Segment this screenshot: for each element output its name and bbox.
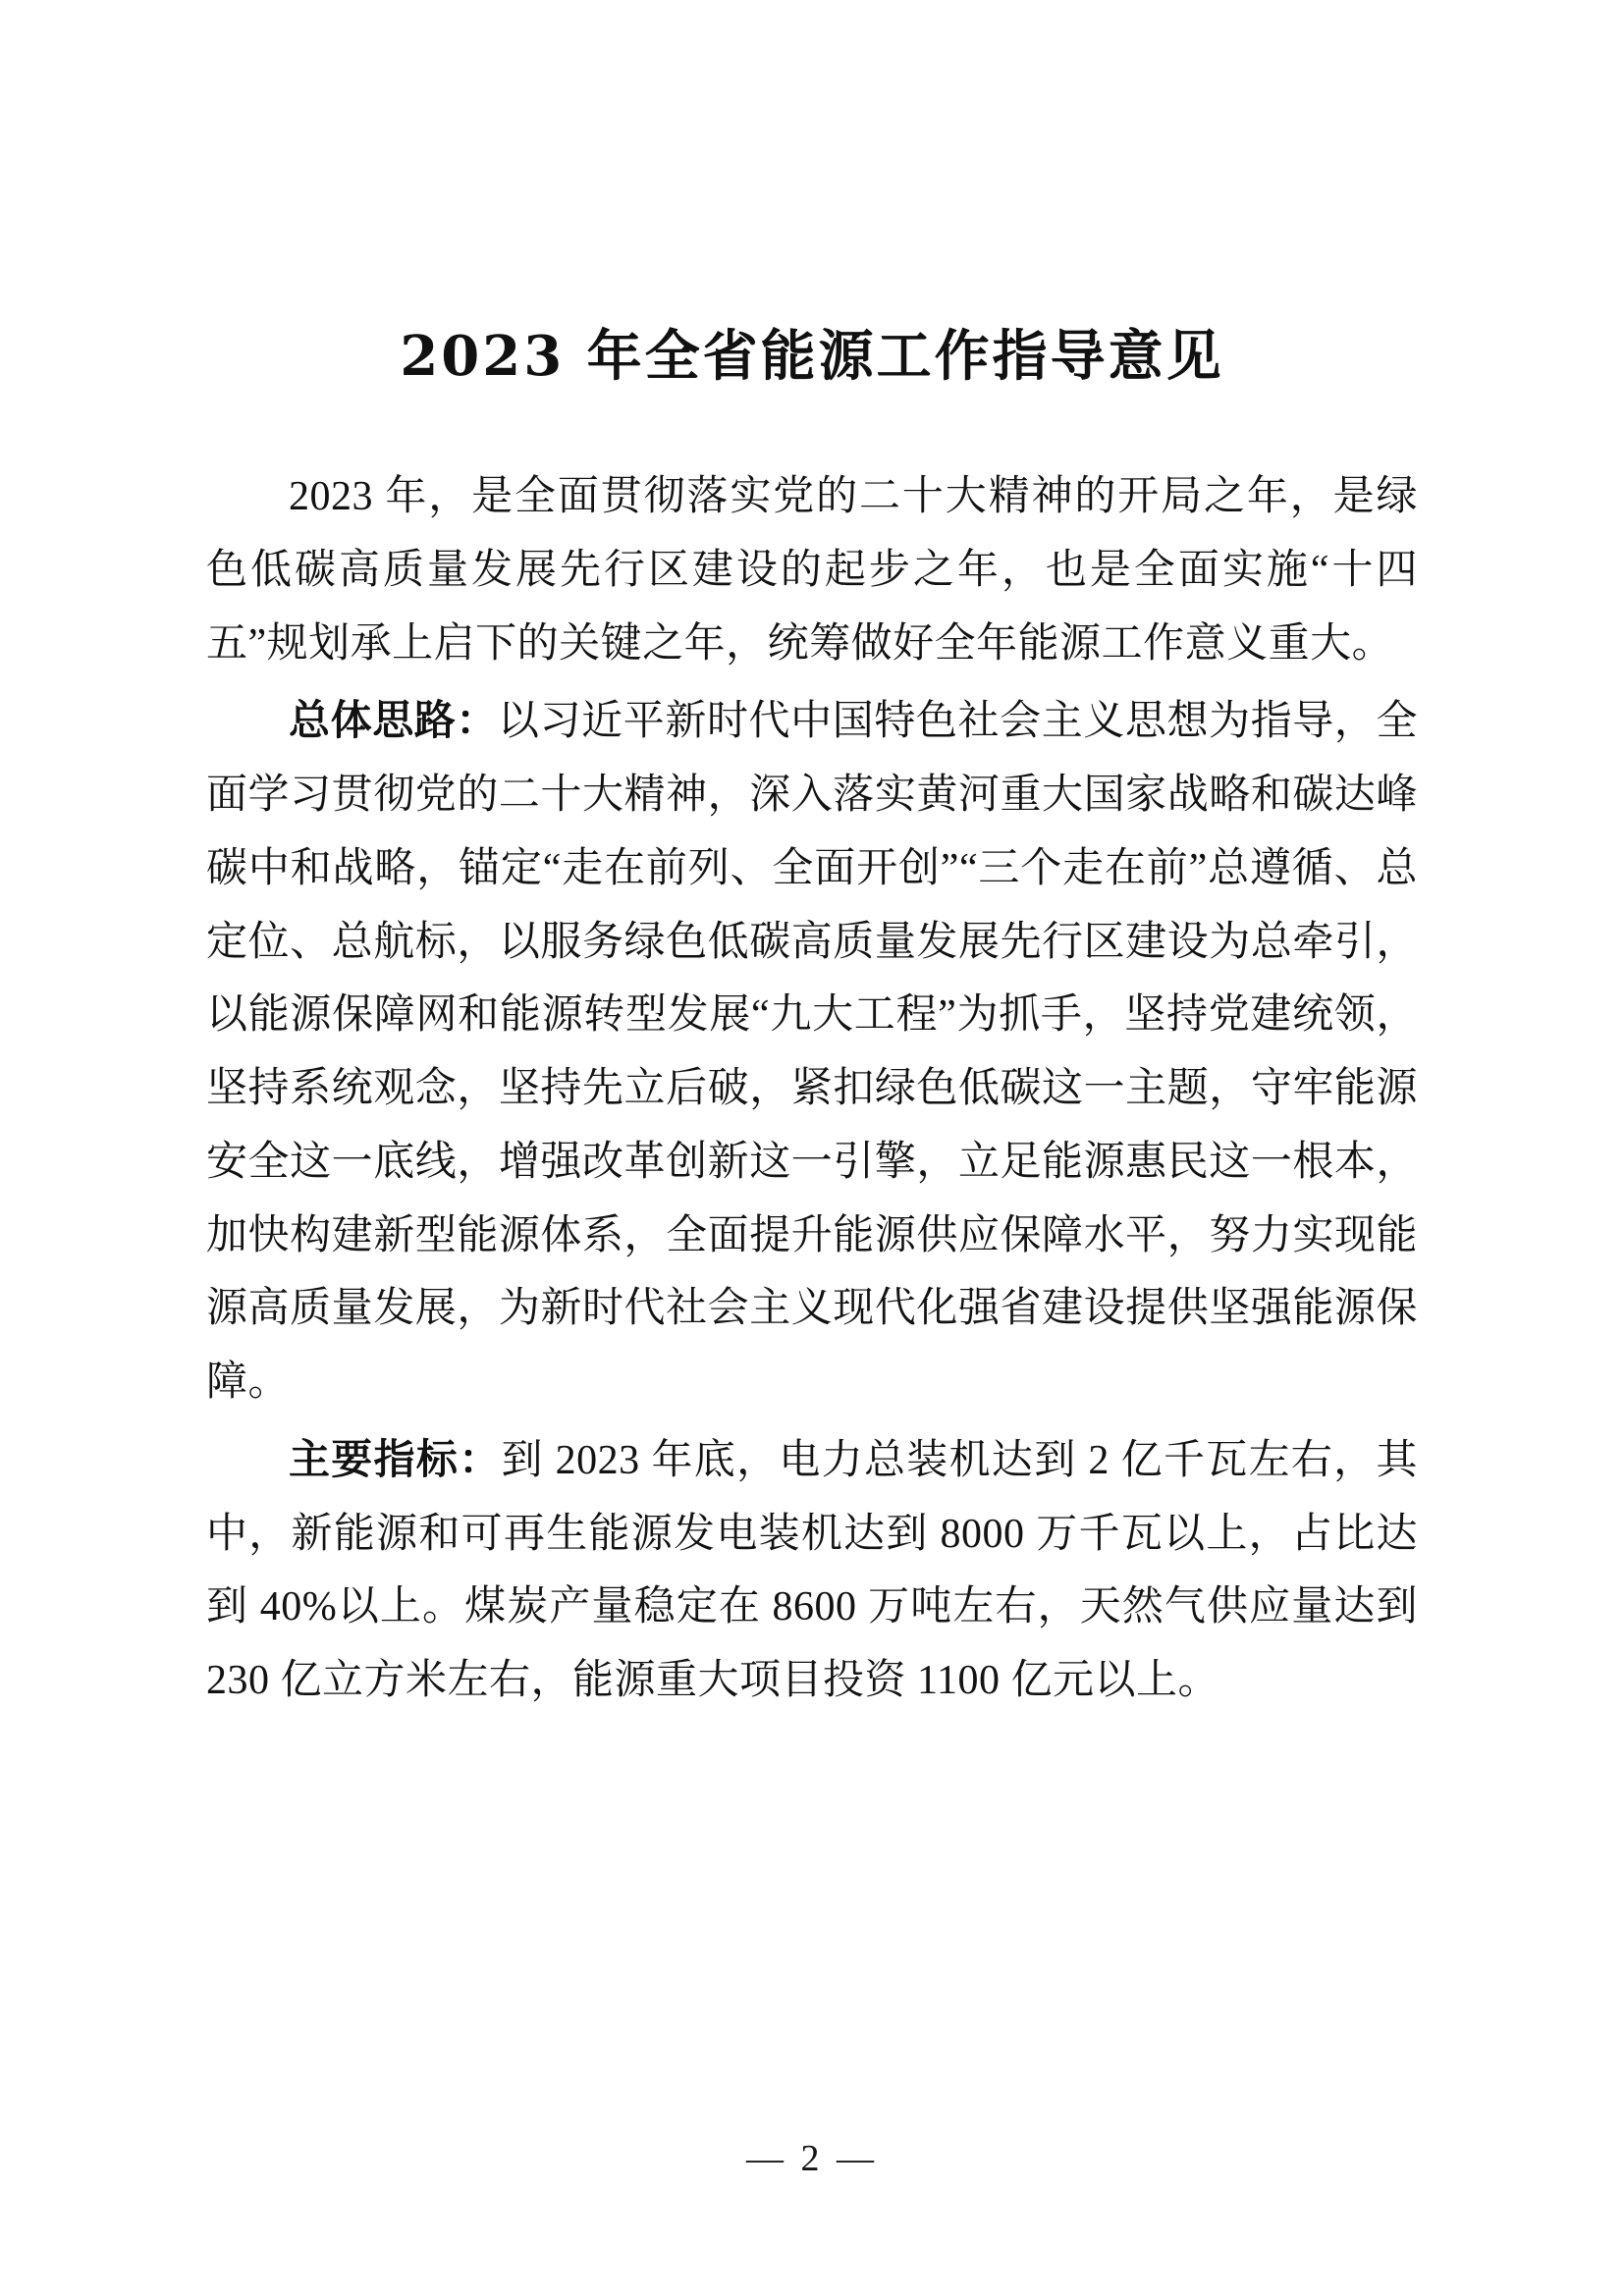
paragraph-intro [206, 460, 1418, 680]
paragraph-overall-approach-text: 以习近平新时代中国特色社会主义思想为指导，全面学习贯彻党的二十大精神，深入落实黄河重大国家战略和碳达峰碳中和战略，锚定“走在前列、全面开创”“三个走在前”总遵循、总定位、总航标，以服务绿色低碳高质量发展先行区建设为总牵引，以能源保障网和能源转型发展“九大工程”为抓手，坚持党建统领，坚持系统观念，坚持先立后破，紧扣绿色低碳这一主题，守牢能源安全这一底线，增强改革创新这一引擎，立足能源惠民这一根本，加快构建新型能源体系，全面提升能源供应保障水平，努力实现能源高质量发展，为新时代社会主义现代化强省建设提供坚强能源保障。 [206, 699, 1418, 1406]
paragraph-overall-approach-lead: 总体思路： [289, 696, 498, 745]
paragraph-main-indicators-lead: 主要指标： [289, 1434, 502, 1483]
page-title: 2023 年全省能源工作指导意见 [400, 324, 1224, 389]
paragraph-main-indicators [206, 1423, 1418, 1718]
page-number: — 2 — [746, 2138, 878, 2179]
paragraph-main-indicators-text: 到 2023 年底，电力总装机达到 2 亿千瓦左右，其中，新能源和可再生能源发电装机达到 8000 万千瓦以上，占比达到 40%以上。煤炭产量稳定在 8600 万吨左右，天然气供应量达到 230 亿立方米左右，能源重大项目投资 1100 亿元以上。 [206, 1437, 1418, 1704]
paragraph-intro-text: 2023 年，是全面贯彻落实党的二十大精神的开局之年，是绿色低碳高质量发展先行区建设的起步之年，也是全面实施“十四五”规划承上启下的关键之年，统筹做好全年能源工作意义重大。 [206, 474, 1418, 667]
paragraph-overall-approach [206, 684, 1418, 1419]
